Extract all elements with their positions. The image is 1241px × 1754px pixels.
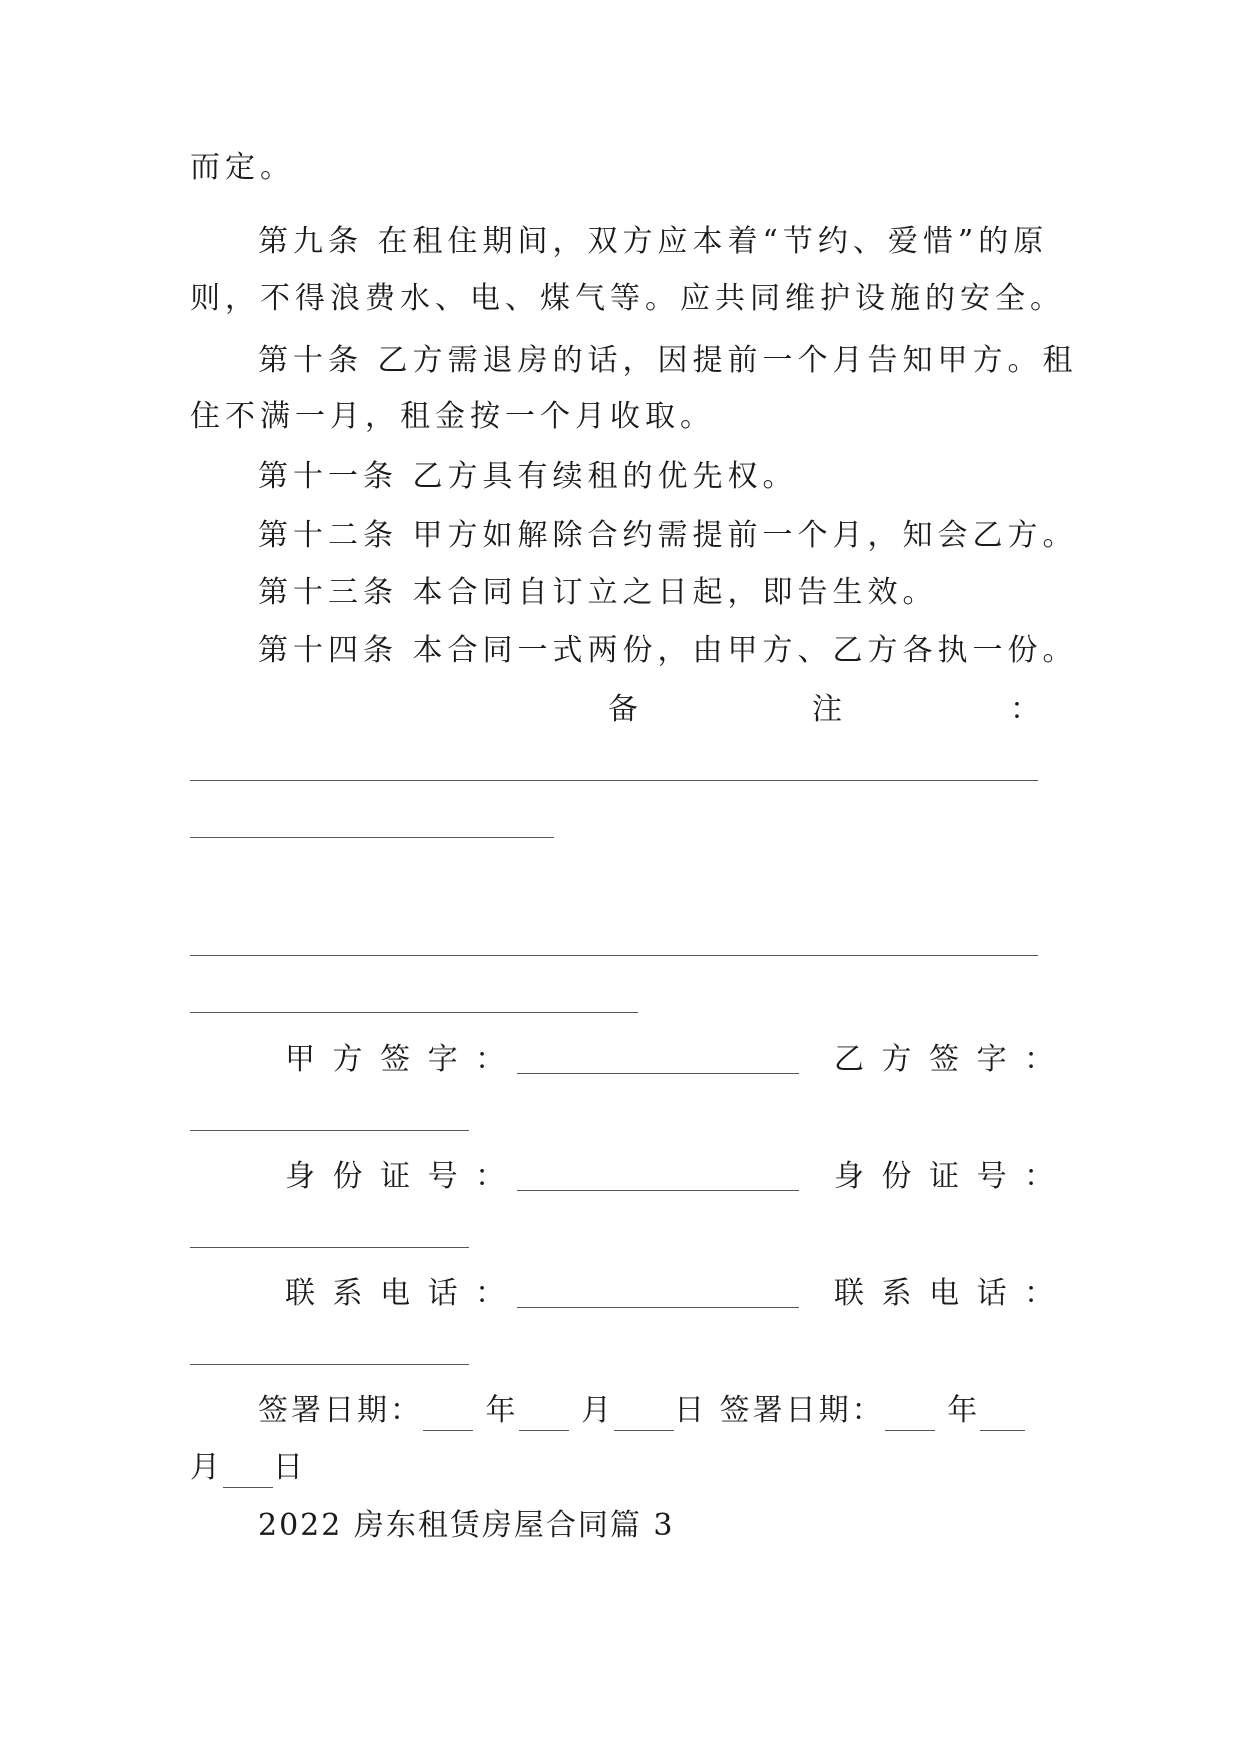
month-label-2: 月 <box>190 1450 223 1485</box>
year-label-2: 年 <box>947 1393 981 1428</box>
day-blank-2 <box>223 1457 273 1488</box>
remarks-char-2: 注 <box>812 692 842 727</box>
article-11: 第十一条 乙方具有续租的优先权。 <box>258 459 798 494</box>
party-a-id-blank <box>517 1190 799 1191</box>
party-a-phone-blank <box>517 1307 799 1308</box>
remarks-char-1: 备 <box>608 692 638 727</box>
next-section-title: 2022 房东租赁房屋合同篇 3 <box>258 1508 675 1543</box>
article-13: 第十三条 本合同自订立之日起，即告生效。 <box>258 575 938 610</box>
article-9-line-1: 第九条 在租住期间，双方应本着“节约、爱惜”的原 <box>258 224 1049 259</box>
remarks-colon: ： <box>1010 692 1040 727</box>
month-blank <box>519 1400 569 1431</box>
party-a-sign-blank <box>517 1073 799 1074</box>
month-label: 月 <box>581 1393 615 1428</box>
article-12: 第十二条 甲方如解除合约需提前一个月，知会乙方。 <box>258 518 1078 553</box>
article-14: 第十四条 本合同一式两份，由甲方、乙方各执一份。 <box>258 633 1078 668</box>
remarks-blank-line <box>190 780 1038 781</box>
article-10-line-1: 第十条 乙方需退房的话，因提前一个月告知甲方。租 <box>258 343 1078 378</box>
year-blank-2 <box>885 1400 935 1431</box>
party-b-id-label: 身 份 证 号 ： <box>834 1159 1059 1194</box>
party-a-sign-label: 甲 方 签 字 ： <box>285 1042 510 1077</box>
party-b-sign-blank <box>190 1130 469 1131</box>
party-b-phone-blank <box>190 1364 469 1365</box>
day-label: 日 <box>674 1393 708 1428</box>
paragraph-line: 而定。 <box>190 150 295 185</box>
signing-date-label: 签署日期： <box>258 1393 423 1428</box>
remarks-blank-line <box>190 1012 638 1013</box>
day-label-2: 日 <box>273 1450 306 1485</box>
party-b-id-blank <box>190 1247 469 1248</box>
party-a-id-label: 身 份 证 号 ： <box>285 1159 510 1194</box>
article-9-line-2: 则，不得浪费水、电、煤气等。应共同维护设施的安全。 <box>190 281 1065 316</box>
signing-date-label-2: 签署日期： <box>719 1393 885 1428</box>
party-b-sign-label: 乙 方 签 字 ： <box>834 1042 1059 1077</box>
year-blank <box>423 1400 473 1431</box>
article-10-line-2: 住不满一月，租金按一个月收取。 <box>190 399 715 434</box>
signing-date-line <box>258 1391 1025 1431</box>
day-blank <box>614 1400 674 1431</box>
signing-date-line-2 <box>190 1448 306 1488</box>
party-b-phone-label: 联 系 电 话 ： <box>834 1276 1059 1311</box>
remarks-blank-line <box>190 955 1038 956</box>
month-blank-2 <box>980 1400 1025 1431</box>
year-label: 年 <box>485 1393 519 1428</box>
remarks-blank-line <box>190 837 554 838</box>
party-a-phone-label: 联 系 电 话 ： <box>285 1276 510 1311</box>
